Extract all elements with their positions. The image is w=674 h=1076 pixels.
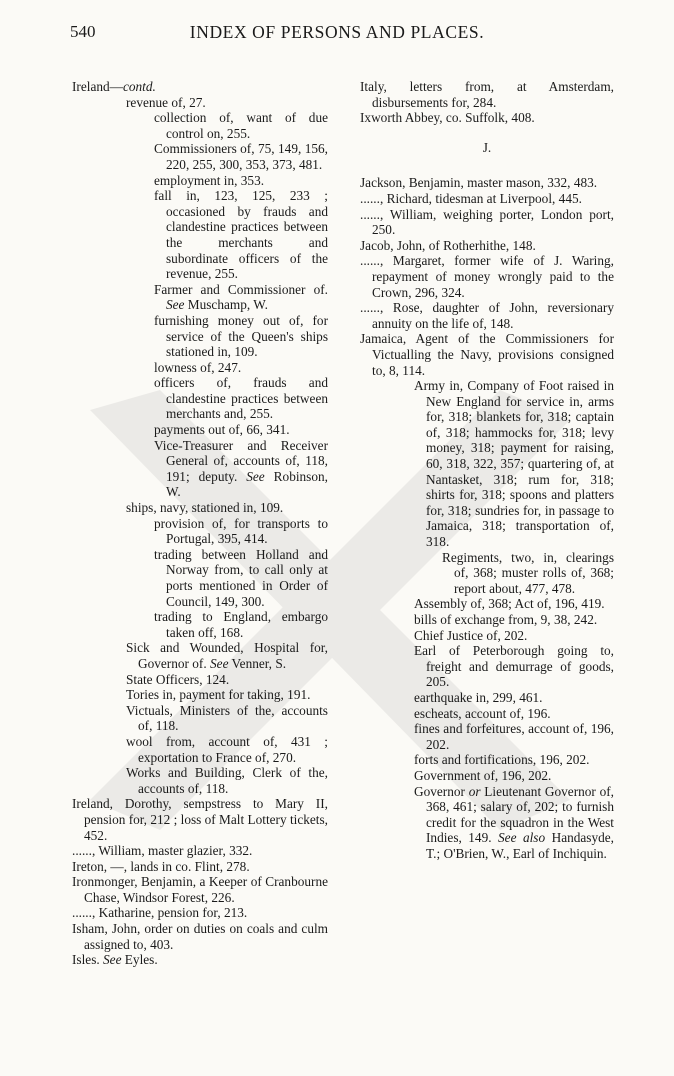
index-entry: lowness of, 247. <box>154 359 242 375</box>
index-entry: Jackson, Benjamin, master mason, 332, 483. <box>360 175 598 191</box>
index-entry: Chief Justice of, 202. <box>414 627 528 643</box>
index-entry: Farmer and Commissioner of. See Muschamp, W. <box>154 281 328 313</box>
index-entry: Ireland—contd. <box>72 79 156 94</box>
page-number: 540 <box>70 22 96 41</box>
index-entry: Assembly of, 368; Act of, 196, 419. <box>414 596 605 612</box>
index-entry: Italy, letters from, at Amsterdam, disbursements for, 284. <box>360 79 614 110</box>
index-entry: Jamaica, Agent of the Commissioners for Victualling the Navy, provisions consigned to, 8, 114. <box>360 331 614 378</box>
right-column-top-entries <box>360 79 614 126</box>
index-entry: provision of, for transports to Portugal, 395, 414. <box>154 515 328 547</box>
index-entry: wool from, account of, 431 ; exportation to France of, 270. <box>126 733 328 765</box>
page-header <box>0 22 674 52</box>
right-column-entries <box>360 175 614 861</box>
index-entry: escheats, account of, 196. <box>414 705 551 721</box>
index-entry: revenue of, 27. <box>126 94 206 110</box>
index-entry: Works and Building, Clerk of the, accounts of, 118. <box>126 765 328 796</box>
index-entry: trading to England, embargo taken off, 168. <box>154 609 328 640</box>
index-entry: forts and fortifications, 196, 202. <box>414 752 590 768</box>
index-entry: ......, Margaret, former wife of J. Waring, repayment of money wrongly paid to the Crown, 296, 324. <box>360 253 614 300</box>
index-entry: ......, William, master glazier, 332. <box>72 843 253 859</box>
index-entry: Sick and Wounded, Hospital for, Governor of. See Venner, S. <box>126 640 328 671</box>
page-title: INDEX OF PERSONS AND PLACES. <box>189 22 485 42</box>
index-entry: Isles. See Eyles. <box>72 952 158 968</box>
index-entry: ......, Richard, tidesman at Liverpool, 445. <box>360 190 582 206</box>
index-entry: Government of, 196, 202. <box>414 767 552 783</box>
index-entry: employment in, 353. <box>154 172 265 188</box>
index-entry: fall in, 123, 125, 233 ; occasioned by frauds and clandestine practices between the merchants and subordinate officers of the revenue, 255. <box>154 188 328 282</box>
index-entry: Tories in, payment for taking, 191. <box>126 687 311 703</box>
left-column <box>72 79 328 968</box>
index-entry: Army in, Company of Foot raised in New England for service in, arms for, 318; blankets for, 318; captain of, 318; hammocks for, 318; levy money, 318; payment for raising, 60, 318, 322, 357; quartering of, at Nantasket, 318; rum for, 318; shirts for, 318; spoons and platters for, 318; sundries for, in passage to Jamaica, 318; transportation of, 318. <box>414 378 614 550</box>
index-entry: earthquake in, 299, 461. <box>414 689 543 705</box>
index-entry: Ironmonger, Benjamin, a Keeper of Cranbourne Chase, Windsor Forest, 226. <box>72 874 328 905</box>
index-entry: Victuals, Ministers of the, accounts of, 118. <box>126 702 328 734</box>
section-letter: J. <box>482 139 492 155</box>
index-entry: trading between Holland and Norway from, to call only at ports mentioned in Order of Council, 149, 300. <box>154 546 328 609</box>
right-column <box>360 79 614 862</box>
index-entry: Commissioners of, 75, 149, 156, 220, 255, 300, 353, 373, 481. <box>154 141 328 172</box>
index-entry: ......, Katharine, pension for, 213. <box>72 905 248 921</box>
index-entry: ships, navy, stationed in, 109. <box>126 500 284 516</box>
index-entry: Regiments, two, in, clearings of, 368; muster rolls of, 368; report about, 477, 478. <box>442 549 614 596</box>
index-entry: payments out of, 66, 341. <box>154 422 290 438</box>
index-entry: furnishing money out of, for service of the Queen's ships stationed in, 109. <box>154 312 328 360</box>
index-entry: Isham, John, order on duties on coals and culm assigned to, 403. <box>72 921 328 952</box>
index-entry: Ireland, Dorothy, sempstress to Mary II, pension for, 212 ; loss of Malt Lottery tickets, 452. <box>72 796 328 843</box>
index-entry: Ixworth Abbey, co. Suffolk, 408. <box>360 110 535 126</box>
index-entry: fines and forfeitures, account of, 196, 202. <box>414 721 614 752</box>
index-entry: bills of exchange from, 9, 38, 242. <box>414 612 598 627</box>
index-entry: collection of, want of due control on, 255. <box>154 110 328 141</box>
index-entry: ......, William, weighing porter, London port, 250. <box>360 206 614 238</box>
index-entry: officers of, frauds and clandestine practices between merchants and, 255. <box>154 375 328 422</box>
index-entry: Governor or Lieutenant Governor of, 368, 461; salary of, 202; to furnish credit for the squadron in the West Indies, 149. See also Handasyde, T.; O'Brien, W., Earl of Inchiquin. <box>414 783 615 861</box>
index-entry: Ireton, —, lands in co. Flint, 278. <box>72 858 250 874</box>
index-entry: Earl of Peterborough going to, freight and demurrage of goods, 205. <box>414 643 614 690</box>
index-entry: Vice-Treasurer and Receiver General of, accounts of, 118, 191; deputy. See Robinson, W. <box>154 437 328 500</box>
index-entry: State Officers, 124. <box>126 671 230 687</box>
index-entry: Jacob, John, of Rotherhithe, 148. <box>360 237 536 253</box>
index-entry: ......, Rose, daughter of John, reversionary annuity on the life of, 148. <box>360 300 614 331</box>
